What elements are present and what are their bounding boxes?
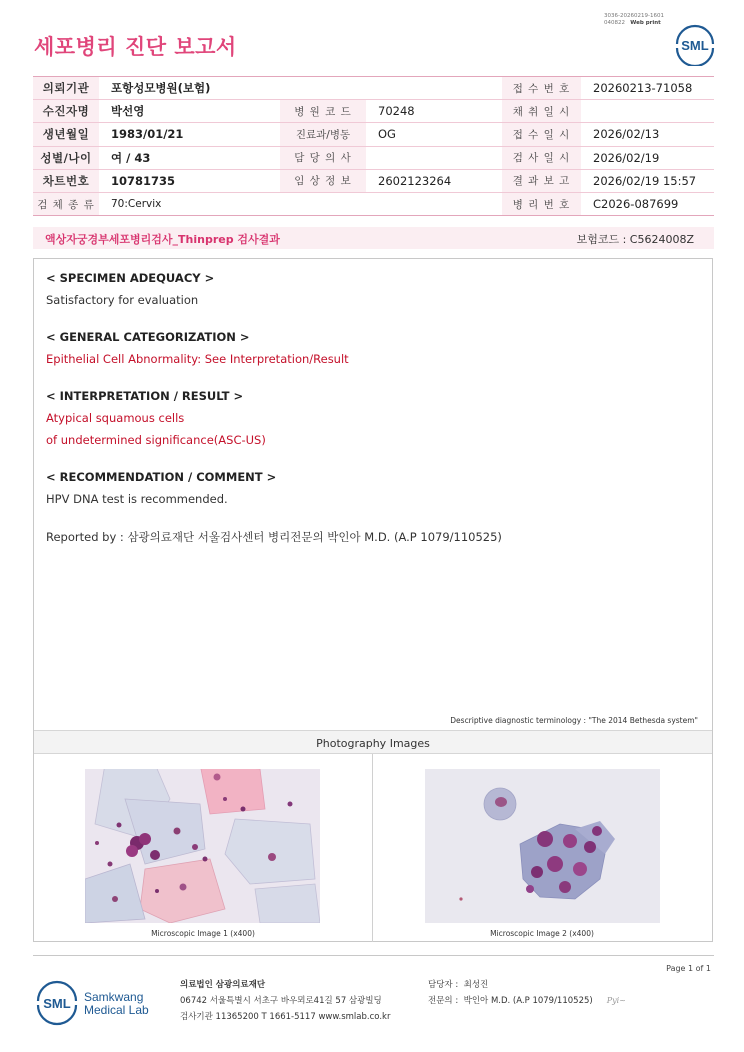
page-title: 세포병리 진단 보고서: [34, 35, 237, 59]
document-code: [604, 13, 664, 27]
specimen-adequacy-text: Satisfactory for evaluation: [46, 293, 199, 307]
info-label: 성별/나이: [33, 146, 99, 169]
interpretation-text: Atypical squamous cells: [46, 411, 185, 425]
document-code-line: 3036-20260219-1601: [604, 13, 664, 19]
sml-logo: [673, 22, 717, 66]
interpretation-heading: < INTERPRETATION / RESULT >: [46, 389, 244, 403]
info-label: 임 상 정 보: [280, 169, 366, 192]
image-caption: Microscopic Image 2 (x400): [490, 929, 594, 938]
signature: Pyi~: [606, 996, 626, 1005]
insurance-code: 보험코드 : C5624008Z: [576, 233, 694, 246]
web-print-label: Web print: [630, 20, 661, 26]
info-value: 2026/02/19: [581, 146, 714, 169]
microscopic-image-2: [425, 769, 660, 923]
photo-divider: [372, 754, 373, 942]
info-value: 1983/01/21: [99, 123, 280, 146]
info-label: 차트번호: [33, 169, 99, 192]
document-code-line: 040822: [604, 20, 625, 26]
org-contact: 검사기관 11365200 T 1661-5117 www.smlab.co.kr: [180, 1012, 391, 1022]
info-label: 검 사 일 시: [502, 146, 581, 169]
specimen-adequacy-heading: < SPECIMEN ADEQUACY >: [46, 271, 215, 285]
specialist-name: 박인아 M.D. (A.P 1079/110525): [463, 996, 593, 1006]
general-categorization-heading: < GENERAL CATEGORIZATION >: [46, 330, 250, 344]
info-row: [33, 123, 714, 146]
test-name-bar: [33, 227, 714, 249]
org-info: [180, 977, 390, 1025]
general-categorization-text: Epithelial Cell Abnormality: See Interpretation/Result: [46, 352, 349, 366]
reported-by: Reported by : 삼광의료재단 서울검사센터 병리전문의 박인아 M.D. (A.P 1079/110525): [46, 530, 502, 544]
info-row: [33, 146, 714, 169]
info-value: OG: [366, 123, 502, 146]
info-row: [33, 169, 714, 192]
info-label: 병 리 번 호: [502, 192, 581, 215]
info-row: [33, 192, 714, 215]
info-value: 10781735: [99, 169, 280, 192]
info-value: 20260213-71058: [581, 77, 714, 100]
info-label: 접 수 번 호: [502, 77, 581, 100]
info-label: 생년월일: [33, 123, 99, 146]
info-value: [581, 100, 714, 123]
staff-name: 최성진: [463, 980, 489, 990]
specialist-label: 전문의 :: [428, 996, 459, 1006]
staff-label: 담당자 :: [428, 980, 459, 990]
info-label: 검 체 종 류: [33, 192, 99, 215]
info-row: [33, 100, 714, 123]
recommendation-text: HPV DNA test is recommended.: [46, 492, 228, 506]
photo-section-title: Photography Images: [316, 737, 430, 750]
info-label: 채 취 일 시: [502, 100, 581, 123]
photo-section-header: [34, 730, 712, 754]
logo-word: Samkwang: [84, 990, 144, 1004]
info-value: 2602123264: [366, 169, 502, 192]
interpretation-text: of undetermined significance(ASC-US): [46, 433, 266, 447]
info-value: 여 / 43: [99, 146, 280, 169]
info-value: 2026/02/19 15:57: [581, 169, 714, 192]
sml-logo-text: SML: [681, 38, 709, 53]
info-value: 70:Cervix: [99, 192, 502, 215]
info-value: C2026-087699: [581, 192, 714, 215]
info-value: [366, 146, 502, 169]
info-value: 2026/02/13: [581, 123, 714, 146]
info-label: 수진자명: [33, 100, 99, 123]
terminology-note: Descriptive diagnostic terminology : "The 2014 Bethesda system": [450, 716, 698, 725]
staff-info: [428, 977, 626, 1009]
test-name: 액상자궁경부세포병리검사_Thinprep 검사결과: [45, 233, 280, 246]
org-address: 06742 서울특별시 서초구 바우뫼로41길 57 삼광빌딩: [180, 996, 382, 1006]
info-value: 포항성모병원(보험): [99, 77, 502, 100]
footer-divider: [33, 955, 714, 956]
info-label: 의뢰기관: [33, 77, 99, 100]
info-label: 담 당 의 사: [280, 146, 366, 169]
info-label: 결 과 보 고: [502, 169, 581, 192]
info-label: 접 수 일 시: [502, 123, 581, 146]
report-box: [33, 258, 713, 942]
info-value: 박선영: [99, 100, 280, 123]
image-caption: Microscopic Image 1 (x400): [151, 929, 255, 938]
samkwang-logo: [36, 980, 156, 1026]
recommendation-heading: < RECOMMENDATION / COMMENT >: [46, 470, 277, 484]
info-value: 70248: [366, 100, 502, 123]
org-name: 의료법인 삼광의료재단: [180, 980, 266, 990]
microscopic-image-1: [85, 769, 320, 923]
sml-logo-text: SML: [43, 996, 71, 1011]
info-label: 진료과/병동: [280, 123, 366, 146]
info-row: [33, 77, 714, 100]
logo-word: Medical Lab: [84, 1003, 149, 1017]
info-label: 병 원 코 드: [280, 100, 366, 123]
patient-info-table: [33, 76, 714, 216]
page-number: Page 1 of 1: [666, 964, 711, 973]
